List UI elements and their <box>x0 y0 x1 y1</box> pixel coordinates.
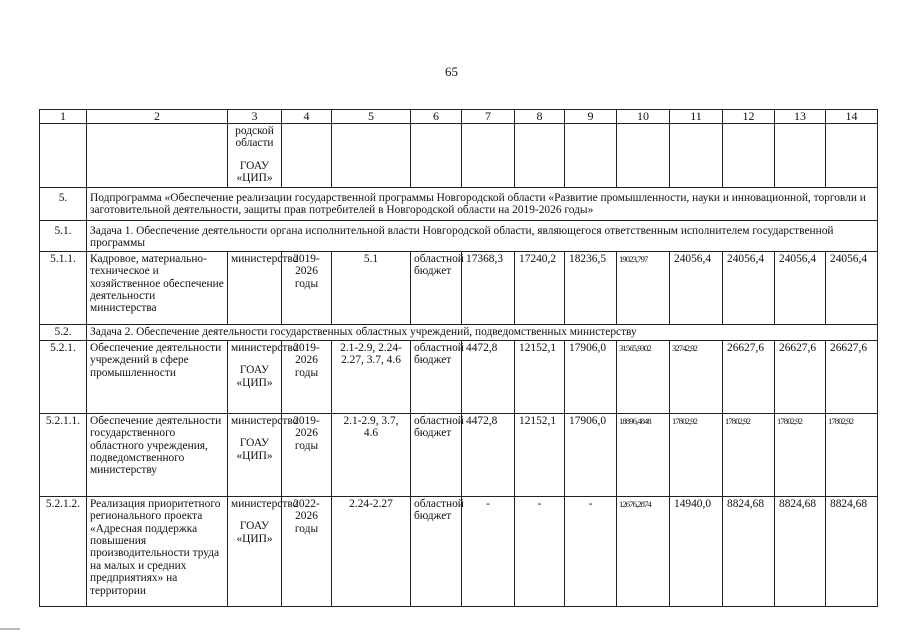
program-table <box>39 109 878 607</box>
value-cell: 31565,9302 <box>617 340 670 413</box>
value-cell: 17802,92 <box>826 413 878 496</box>
row-number: 5.2.1.2. <box>40 496 87 606</box>
col-header: 9 <box>565 110 617 124</box>
scan-edge-mark <box>0 628 20 630</box>
col-header: 5 <box>332 110 411 124</box>
value-cell: 4472,8 <box>462 413 515 496</box>
executor-cell <box>228 124 282 188</box>
col-header: 7 <box>462 110 515 124</box>
col-header: 12 <box>723 110 775 124</box>
source-cell: областной бюджет <box>411 413 462 496</box>
value-cell: 24056,4 <box>775 251 826 324</box>
executor-text: министерство <box>231 252 299 265</box>
activity-name: Обеспечение деятельности учреждений в сфере промышленности <box>87 340 228 413</box>
col-header: 3 <box>228 110 282 124</box>
col-header: 6 <box>411 110 462 124</box>
value-cell: - <box>565 496 617 606</box>
executor-text: министерство <box>231 497 299 510</box>
value-cell: 14940,0 <box>670 496 723 606</box>
col-header: 1 <box>40 110 87 124</box>
period-cell: 2019-2026 годы <box>282 340 332 413</box>
row-number: 5.2.1. <box>40 340 87 413</box>
value-cell: 26627,6 <box>826 340 878 413</box>
col-header: 4 <box>282 110 332 124</box>
value-cell: 12676,2874 <box>617 496 670 606</box>
value-cell: 17906,0 <box>565 340 617 413</box>
table-row <box>40 251 878 324</box>
value-cell: 18236,5 <box>565 251 617 324</box>
value-cell: - <box>462 496 515 606</box>
value-cell: 26627,6 <box>775 340 826 413</box>
value-cell: 17802,92 <box>723 413 775 496</box>
table-row <box>40 340 878 413</box>
col-header: 2 <box>87 110 228 124</box>
executor-text: родской области <box>235 125 274 150</box>
activity-name: Кадровое, материально-техническое и хозяйственное обеспечение деятельности министерства <box>87 251 228 324</box>
table-row <box>40 413 878 496</box>
page-number: 65 <box>445 64 458 79</box>
executor-org: ГОАУ «ЦИП» <box>236 364 273 389</box>
value-cell: 8824,68 <box>723 496 775 606</box>
indicators-cell: 2.1-2.9, 2.24-2.27, 3.7, 4.6 <box>332 340 411 413</box>
col-header: 8 <box>515 110 565 124</box>
source-cell: областной бюджет <box>411 340 462 413</box>
table-row <box>40 496 878 606</box>
value-cell: 8824,68 <box>826 496 878 606</box>
executor-cell <box>228 413 299 496</box>
value-cell: 12152,1 <box>515 340 565 413</box>
executor-text: министерство <box>231 414 299 427</box>
executor-org: ГОАУ «ЦИП» <box>236 159 273 185</box>
value-cell: 12152,1 <box>515 413 565 496</box>
value-cell: 24056,4 <box>826 251 878 324</box>
value-cell: 19023,797 <box>617 251 670 324</box>
executor-cell <box>228 340 299 413</box>
indicators-cell: 5.1 <box>332 251 411 324</box>
header-row <box>40 110 878 124</box>
executor-cell <box>228 496 299 606</box>
value-cell: 24056,4 <box>670 251 723 324</box>
row-number: 5.1. <box>40 221 87 252</box>
activity-name: Реализация приоритетного регионального проекта «Адресная поддержка повышения производительности труда на малых и средних предприятиях» на территории <box>87 496 228 606</box>
executor-org: ГОАУ «ЦИП» <box>236 520 273 545</box>
period-cell: 2019-2026 годы <box>282 251 332 324</box>
period-cell: 2019-2026 годы <box>282 413 332 496</box>
value-cell: 17906,0 <box>565 413 617 496</box>
value-cell: 26627,6 <box>723 340 775 413</box>
source-cell: областной бюджет <box>411 251 462 324</box>
value-cell: 17802,92 <box>670 413 723 496</box>
executor-org: ГОАУ «ЦИП» <box>236 437 273 462</box>
value-cell: 8824,68 <box>775 496 826 606</box>
indicators-cell: 2.1-2.9, 3.7, 4.6 <box>332 413 411 496</box>
col-header: 14 <box>826 110 878 124</box>
executor-cell <box>228 251 299 324</box>
value-cell: 17240,2 <box>515 251 565 324</box>
value-cell: 24056,4 <box>723 251 775 324</box>
table-row <box>40 124 878 188</box>
value-cell: 17368,3 <box>462 251 515 324</box>
value-cell: 17802,92 <box>775 413 826 496</box>
col-header: 13 <box>775 110 826 124</box>
section-row <box>40 324 878 340</box>
section-row <box>40 221 878 252</box>
period-cell: 2022-2026 годы <box>282 496 332 606</box>
value-cell: 18896,4848 <box>617 413 670 496</box>
section-text: Задача 1. Обеспечение деятельности органа исполнительной власти Новгородской области, являющегося ответственным исполнителем государственной программы <box>87 221 878 252</box>
section-row <box>40 188 878 221</box>
col-header: 11 <box>670 110 723 124</box>
activity-name: Обеспечение деятельности государственного областного учреждения, подведомственного министерству <box>87 413 228 496</box>
row-number: 5. <box>40 188 87 221</box>
col-header: 10 <box>617 110 670 124</box>
value-cell: - <box>515 496 565 606</box>
row-number: 5.1.1. <box>40 251 87 324</box>
indicators-cell: 2.24-2.27 <box>332 496 411 606</box>
value-cell: 32742,92 <box>670 340 723 413</box>
value-cell: 4472,8 <box>462 340 515 413</box>
row-number: 5.2.1.1. <box>40 413 87 496</box>
section-text: Подпрограмма «Обеспечение реализации государственной программы Новгородской области «Развитие промышленности, науки и инновационной, торговли и заготовительной деятельности, защиты прав потребителей в Новгородской области на 2019-2026 годы» <box>87 188 878 221</box>
executor-text: министерство <box>231 341 299 354</box>
source-cell: областной бюджет <box>411 496 462 606</box>
row-number: 5.2. <box>40 324 87 340</box>
section-text: Задача 2. Обеспечение деятельности государственных областных учреждений, подведомственных министерству <box>87 324 878 340</box>
